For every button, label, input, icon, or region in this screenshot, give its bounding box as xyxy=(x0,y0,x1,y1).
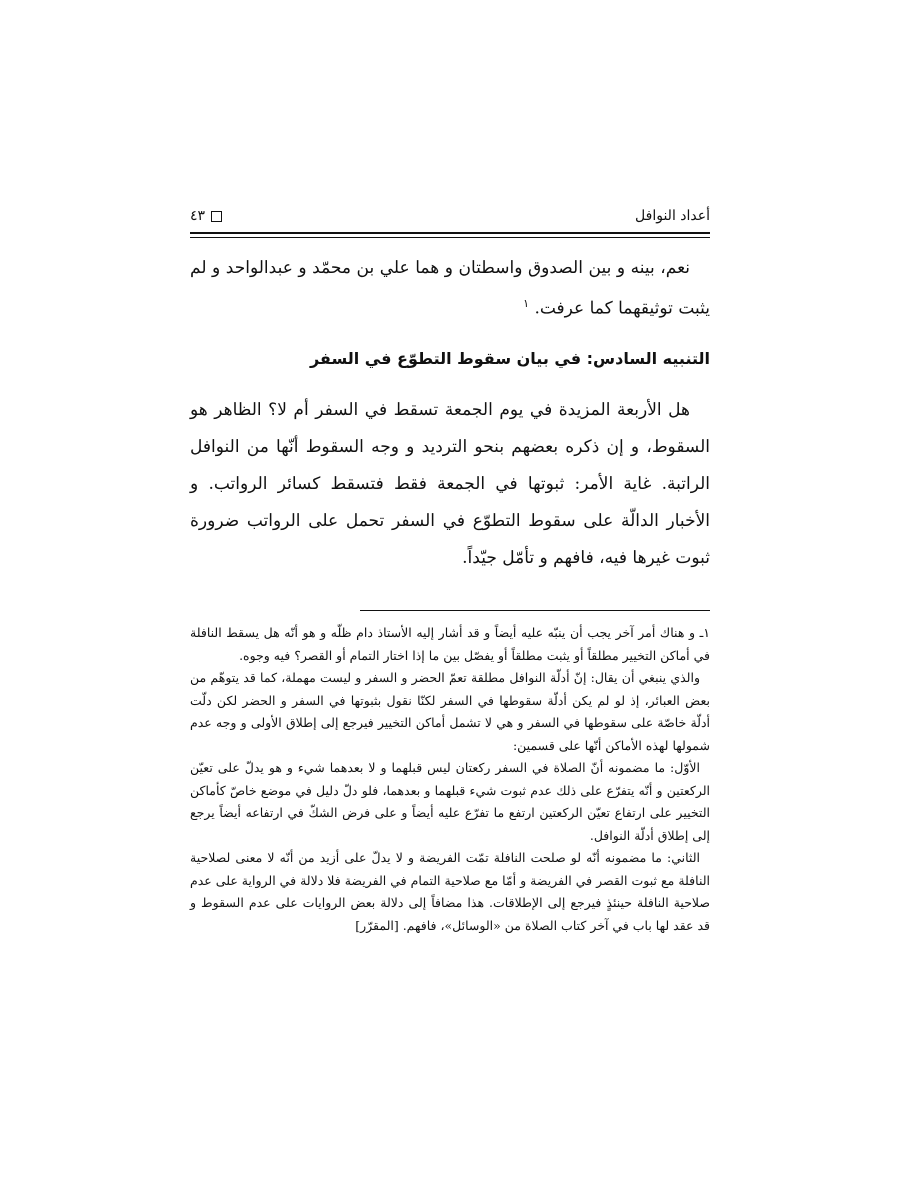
heading-label: التنبيه السادس: xyxy=(586,349,710,368)
heading-title: في بيان سقوط التطوّع في السفر xyxy=(309,349,582,368)
paragraph-1 xyxy=(190,250,710,327)
paragraph-2 xyxy=(190,392,710,577)
running-header xyxy=(190,200,710,232)
square-icon xyxy=(211,211,222,222)
footnote-1-p2: والذي ينبغي أن يقال: إنّ أدلّة النوافل مطلقة تعمّ الحضر و السفر و ليست مهملة، كما قد يتوهّم من بعض العبائر، إذ لو لم يكن أدلّة سقوطها في السفر لكنّا نقول بثبوتها في السفر و الحضر لكن دلّت أدلّة خاصّة على سقوطها في السفر و هي لا تشمل أماكن التخيير فيرجع إلى إطلاق الأولى و وجه عدم شمولها لهذه الأماكن أنّها على قسمين: xyxy=(190,670,710,753)
footnote-separator xyxy=(360,610,710,611)
running-title: أعداد النوافل xyxy=(635,208,710,224)
footnote-1-p4: الثاني: ما مضمونه أنّه لو صلحت النافلة تمّت الفريضة و لا يدلّ على أزيد من أنّه لا معنى لصلاحية النافلة مع ثبوت القصر في الفريضة و أمّا مع صلاحية التمام في الفريضة فلا دلالة في الرواية على عدم صلاحية النافلة حينئذٍ فيرجع إلى الإطلاقات. هذا مضافاً إلى دلالة بعض الروايات على عدم السقوط و قد عقد لها باب في آخر كتاب الصلاة من «الوسائل»، فافهم. [المقرّر] xyxy=(190,850,710,933)
page-number-group xyxy=(190,208,222,224)
footnotes xyxy=(190,622,710,937)
footnote-1-p3: الأوّل: ما مضمونه أنّ الصلاة في السفر ركعتان ليس قبلهما و لا بعدهما شيء و هو يدلّ على تعيّن الركعتين و أنّه يتفرّع على ذلك عدم ثبوت شيء قبلهما و بعدهما، فلو دلّ دليل في موضع خاصّ كأماكن التخيير على ارتفاع تعيّن الركعتين ارتفع ما تفرّع عليه أيضاً و على فرض الشكّ في ارتفاعه أيضاً يرجع إلى إطلاق أدلّة النوافل. xyxy=(190,760,710,843)
paragraph-1-text: نعم، بينه و بين الصدوق واسطتان و هما علي بن محمّد و عبدالواحد و لم يثبت توثيقهما كما عرفت. xyxy=(190,258,710,319)
header-rule-thin xyxy=(190,237,710,238)
footnote-ref: ١ xyxy=(523,297,530,310)
paragraph-2-text: هل الأربعة المزيدة في يوم الجمعة تسقط في السفر أم لا؟ الظاهر هو السقوط، و إن ذكره بعضهم بنحو الترديد و وجه السقوط أنّها من النوافل الراتبة. غاية الأمر: ثبوتها في الجمعة فقط فتسقط كسائر الرواتب. و الأخبار الدالّة على سقوط التطوّع في السفر تحمل على الرواتب ضرورة ثبوت غيرها فيه، فافهم و تأمّل جيّداً. xyxy=(190,400,710,568)
section-heading xyxy=(190,345,710,373)
footnote-1-p1: ١ـ و هناك أمر آخر يجب أن ينبّه عليه أيضاً و قد أشار إليه الأستاذ دام ظلّه و هو أنّه هل يسقط النافلة في أماكن التخيير مطلقاً أو يثبت مطلقاً أو يفصّل بين ما إذا اختار التمام أو القصر؟ فيه وجوه. xyxy=(190,625,710,663)
header-rule-thick xyxy=(190,232,710,234)
page-number: ٤٣ xyxy=(190,208,206,224)
